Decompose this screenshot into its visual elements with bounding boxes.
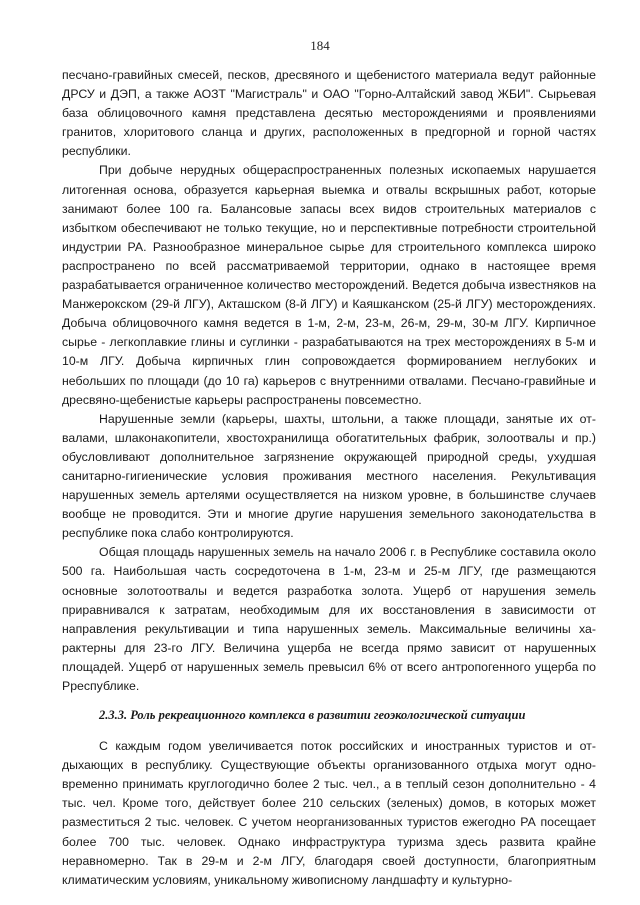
section-heading: 2.3.3. Роль рекреационного комплекса в развитии геоэкологической ситуации (99, 708, 526, 723)
paragraph: Общая площадь нарушенных земель на начало 2006 г. в Республике составила около 500 га. Наибольшая часть сосредоточена в 1-м, 23-м и 25-м ЛГУ, где размещаются основные золотоотвалы и ведется разработка золота. Ущерб от нарушения земель приравнивался к затратам, необходимым для их восстановления в зависимости от направления рекультивации и типа нарушенных земель. Максимальные величины характерны для 23-го ЛГУ. Величина ущерба не всегда прямо зависит от нарушенных площадей. Ущерб от нарушенных земель превысил 6% от всего антропогенного ущерба по Рреспублике. (62, 545, 596, 693)
paragraph: С каждым годом увеличивается поток российских и иностранных туристов и отдыхающих в республику. Существующие объекты организованного отдыха могут одновременно принимать круглогодично более 2 тыс. чел., а в теплый сезон дополнительно - 4 тыс. чел. Кроме того, действует более 210 сельских (зеленых) домов, в которых может разместиться 2 тыс. человек. С учетом неорганизованных туристов ежегодно РА посещает более 700 тыс. человек. Однако инфраструктура туризма здесь развита крайне неравномерно. Так в 29-м и 2-м ЛГУ, благодаря своей доступности, благоприятным климатическим условиям, уникальному живописному ландшафту и культурно- (62, 739, 596, 887)
paragraph: песчано-гравийных смесей, песков, дресвяного и щебенистого материала ведут районные ДРСУ и ДЭП, а также АОЗТ "Магистраль" и ОАО "Горно-Алтайский завод ЖБИ". Сырьевая база облицовочного камня представлена десятью месторождениями и проявлениями гранитов, хлоритового сланца и других, расположенных в предгорной и горной частях республики. (62, 68, 596, 159)
page-body (62, 66, 596, 890)
paragraph: При добыче нерудных общераспространенных полезных ископаемых нарушается литогенная основа, образуется карьерная выемка и отвалы вскрышных работ, которые занимают более 100 га. Балансовые запасы всех видов строительных материалов с избытком обеспечивают не только текущие, но и перспективные потребности строительной индустрии РА. Разнообразное минеральное сырье для строительного комплекса широко распространено по всей рассматриваемой территории, однако в настоящее время разрабатывается ограниченное количество месторождений. Ведется добыча известняков на Манжерокском (29-й ЛГУ), Акташском (8-й ЛГУ) и Каяшканском (25-й ЛГУ) месторождениях. Добыча облицовочного камня ведется в 1-м, 2-м, 23-м, 26-м, 29-м, 30-м ЛГУ. Кирпичное сырье - легкоплавкие глины и суглинки - разрабатываются на трех месторождениях в 5-м и 10-м ЛГУ. Добыча кирпичных глин сопровождается формированием неглубоких и небольших по площади (до 10 га) карьеров с внутренними отвалами. Песчано-гравийные и дресвяно-щебенистые карьеры распространены повсеместно. (62, 163, 596, 407)
page-number: 184 (310, 38, 330, 53)
paragraph: Нарушенные земли (карьеры, шахты, штольни, а также площади, занятые их отвалами, шлаконакопители, хвостохранилища обогатительных фабрик, золоотвалы и пр.) обусловливают дополнительное загрязнение окружающей природной среды, ухудшая санитарно-гигиенические условия проживания местного населения. Рекультивация нарушенных земель артелями осуществляется на низком уровне, в большинстве случаев вообще не проводится. Эти и многие другие нарушения земельного законодательства в республике пока слабо контролируются. (62, 411, 596, 541)
